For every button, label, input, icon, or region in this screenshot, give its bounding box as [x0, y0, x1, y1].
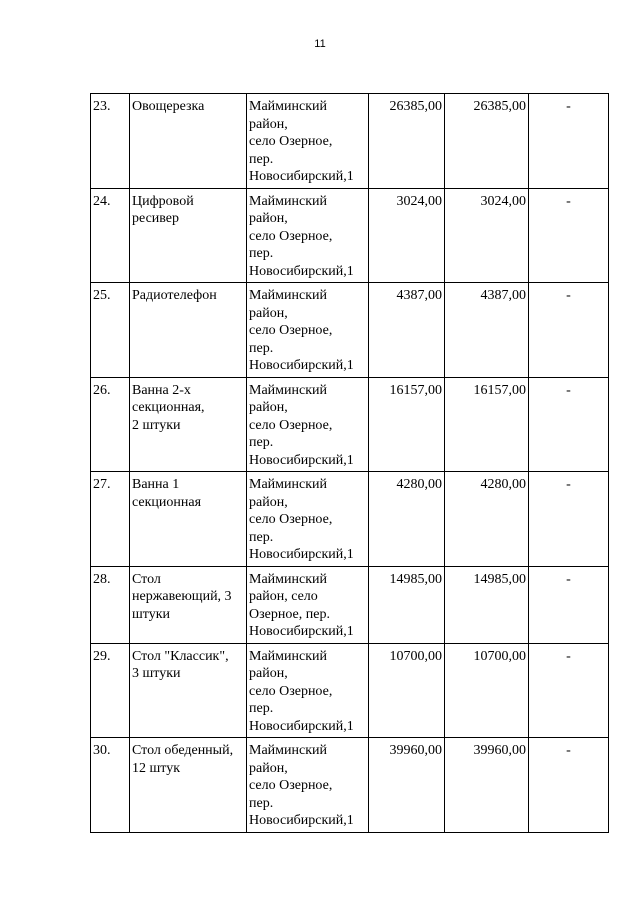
- item-value-1: 4280,00: [369, 472, 445, 567]
- item-value-2: 4387,00: [445, 283, 529, 378]
- item-value-1: 39960,00: [369, 738, 445, 833]
- row-number: 25.: [91, 283, 130, 378]
- item-name: Стол "Классик", 3 штуки: [130, 643, 247, 738]
- item-value-3: -: [529, 377, 609, 472]
- table-row: [91, 377, 609, 472]
- table-row: [91, 738, 609, 833]
- item-name: Цифровой ресивер: [130, 188, 247, 283]
- item-value-2: 39960,00: [445, 738, 529, 833]
- item-name: Ванна 2-х секционная, 2 штуки: [130, 377, 247, 472]
- row-number: 26.: [91, 377, 130, 472]
- item-value-1: 10700,00: [369, 643, 445, 738]
- item-value-1: 3024,00: [369, 188, 445, 283]
- item-address: Майминский район, село Озерное, пер. Новосибирский,1: [247, 94, 369, 189]
- row-number: 27.: [91, 472, 130, 567]
- item-name: Овощерезка: [130, 94, 247, 189]
- item-value-3: -: [529, 283, 609, 378]
- item-value-3: -: [529, 643, 609, 738]
- table-row: [91, 643, 609, 738]
- row-number: 29.: [91, 643, 130, 738]
- item-address: Майминский район, село Озерное, пер. Новосибирский,1: [247, 472, 369, 567]
- item-value-3: -: [529, 566, 609, 643]
- item-name: Стол нержавеющий, 3 штуки: [130, 566, 247, 643]
- table-row: [91, 94, 609, 189]
- item-value-3: -: [529, 94, 609, 189]
- item-value-2: 26385,00: [445, 94, 529, 189]
- item-name: Радиотелефон: [130, 283, 247, 378]
- table-row: [91, 566, 609, 643]
- row-number: 24.: [91, 188, 130, 283]
- inventory-table: [90, 93, 609, 833]
- row-number: 23.: [91, 94, 130, 189]
- item-value-1: 26385,00: [369, 94, 445, 189]
- item-value-3: -: [529, 738, 609, 833]
- item-value-3: -: [529, 472, 609, 567]
- item-address: Майминский район, село Озерное, пер. Новосибирский,1: [247, 377, 369, 472]
- item-value-2: 16157,00: [445, 377, 529, 472]
- item-value-2: 10700,00: [445, 643, 529, 738]
- row-number: 30.: [91, 738, 130, 833]
- item-value-2: 14985,00: [445, 566, 529, 643]
- item-address: Майминский район, село Озерное, пер. Новосибирский,1: [247, 738, 369, 833]
- table-row: [91, 472, 609, 567]
- row-number: 28.: [91, 566, 130, 643]
- item-value-1: 4387,00: [369, 283, 445, 378]
- page-number: 11: [314, 38, 326, 50]
- inventory-table-body: [91, 94, 609, 833]
- table-row: [91, 283, 609, 378]
- item-value-3: -: [529, 188, 609, 283]
- item-name: Ванна 1 секционная: [130, 472, 247, 567]
- item-address: Майминский район, село Озерное, пер. Новосибирский,1: [247, 283, 369, 378]
- item-address: Майминский район, село Озерное, пер. Новосибирский,1: [247, 643, 369, 738]
- item-address: Майминский район, село Озерное, пер. Новосибирский,1: [247, 188, 369, 283]
- table-row: [91, 188, 609, 283]
- item-value-1: 14985,00: [369, 566, 445, 643]
- item-value-1: 16157,00: [369, 377, 445, 472]
- item-value-2: 3024,00: [445, 188, 529, 283]
- item-value-2: 4280,00: [445, 472, 529, 567]
- item-address: Майминский район, село Озерное, пер. Новосибирский,1: [247, 566, 369, 643]
- item-name: Стол обеденный, 12 штук: [130, 738, 247, 833]
